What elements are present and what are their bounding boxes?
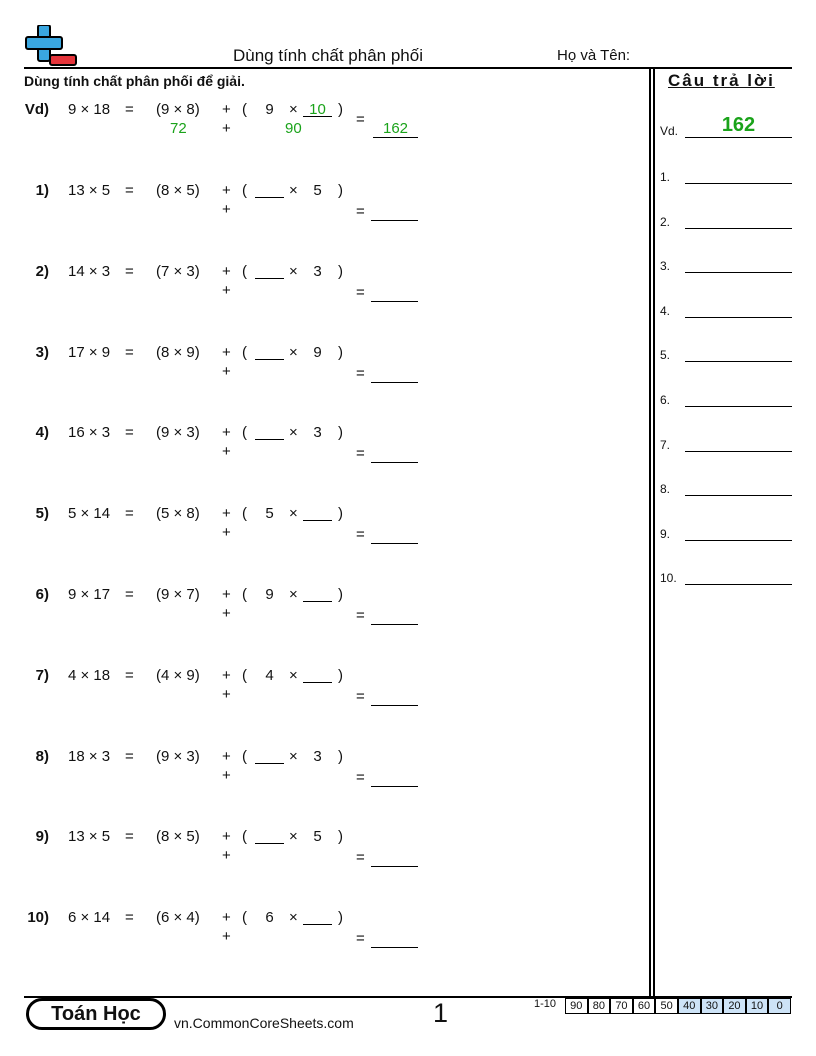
equals-sign: = xyxy=(125,909,134,927)
close-paren: ) xyxy=(338,666,343,684)
answer-key-blank xyxy=(685,183,792,184)
equals-sign: = xyxy=(356,768,365,786)
score-cell: 30 xyxy=(701,998,724,1014)
first-group: (4 × 9) xyxy=(156,666,200,684)
equals-sign: = xyxy=(356,283,365,301)
problem-label: 5) xyxy=(35,505,49,523)
plus-sign: + xyxy=(222,928,231,946)
answer-key-row xyxy=(660,476,792,496)
second-group-factor-2: 5 xyxy=(313,182,322,199)
score-cell: 80 xyxy=(588,998,611,1014)
second-group-factor-1: 6 xyxy=(265,909,274,927)
problem-expression: 16 × 3 xyxy=(68,424,111,442)
second-group-factor-1 xyxy=(255,828,284,844)
answer-key-blank xyxy=(685,406,792,407)
equals-sign: = xyxy=(356,203,365,220)
answer-key-example-value: 162 xyxy=(685,114,792,138)
plus-sign: + xyxy=(222,766,231,784)
problem-expression: 13 × 5 xyxy=(68,828,111,846)
problem-expression: 5 × 14 xyxy=(68,505,111,523)
equals-sign: = xyxy=(356,526,365,544)
problem-row xyxy=(0,182,640,242)
second-group-factor-1 xyxy=(255,424,284,440)
open-paren: ( xyxy=(242,424,247,442)
answer-key-label: 8. xyxy=(660,482,671,497)
answer-key-title: Câu trả lời xyxy=(668,71,775,90)
equals-sign: = xyxy=(125,424,134,442)
answer-key-blank xyxy=(685,495,792,496)
plus-sign: + xyxy=(222,847,231,865)
open-paren: ( xyxy=(242,262,247,280)
answer-blank xyxy=(371,786,418,787)
second-group-factor-2: 10 xyxy=(303,101,332,117)
close-paren: ) xyxy=(338,828,343,846)
score-range-label: 1-10 xyxy=(534,998,557,1010)
page-number: 1 xyxy=(433,998,449,1028)
equals-sign: = xyxy=(125,343,134,361)
first-group: (9 × 3) xyxy=(156,424,200,442)
equals-sign: = xyxy=(125,828,134,846)
problem-label: 2) xyxy=(35,262,49,280)
first-group: (9 × 3) xyxy=(156,747,200,765)
times-sign: × xyxy=(289,909,298,927)
answer-key-row xyxy=(660,209,792,229)
problem-row xyxy=(0,586,640,646)
answer-key-row xyxy=(660,387,792,407)
first-group: (7 × 3) xyxy=(156,262,200,280)
close-paren: ) xyxy=(338,182,343,199)
close-paren: ) xyxy=(338,262,343,280)
answer-blank xyxy=(371,705,418,706)
header-divider xyxy=(24,67,792,69)
example-problem xyxy=(0,101,640,161)
answer-key-label: 4. xyxy=(660,303,671,318)
page-title: Dùng tính chất phân phối xyxy=(233,46,423,65)
answer-key-label: 3. xyxy=(660,259,671,274)
brand-badge: Toán Học xyxy=(26,998,166,1030)
second-group-factor-1: 4 xyxy=(265,666,274,684)
answer-key-label: 1. xyxy=(660,170,671,184)
answer-key-row xyxy=(660,342,792,362)
answer-blank xyxy=(371,624,418,625)
plus-sign: + xyxy=(222,685,231,703)
plus-sign: + xyxy=(222,605,231,622)
site-url: vn.CommonCoreSheets.com xyxy=(174,1015,354,1031)
second-group-factor-1: 9 xyxy=(265,586,274,603)
second-group-factor-1 xyxy=(255,263,284,279)
problem-expression: 14 × 3 xyxy=(68,262,111,280)
problem-label: 4) xyxy=(35,424,49,442)
second-group-factor-2 xyxy=(303,909,332,925)
plus-sign: + xyxy=(222,281,231,299)
answer-key-blank xyxy=(685,317,792,318)
column-divider xyxy=(649,67,651,997)
open-paren: ( xyxy=(242,505,247,523)
problem-row xyxy=(0,828,640,888)
second-group-factor-1 xyxy=(255,182,284,198)
answer-blank xyxy=(371,543,418,544)
open-paren: ( xyxy=(242,828,247,846)
equals-sign: = xyxy=(356,111,365,128)
score-cell: 0 xyxy=(768,998,791,1014)
plus-sign: + xyxy=(222,182,231,199)
answer-key-blank xyxy=(685,451,792,452)
plus-sign: + xyxy=(222,362,231,380)
answer-key-row xyxy=(660,253,792,273)
times-sign: × xyxy=(289,343,298,361)
equals-sign: = xyxy=(356,849,365,867)
plus-sign: + xyxy=(222,909,231,927)
times-sign: × xyxy=(289,828,298,846)
answer-key-label: 6. xyxy=(660,393,671,407)
open-paren: ( xyxy=(242,747,247,765)
equals-sign: = xyxy=(125,586,134,603)
problem-row xyxy=(0,424,640,484)
plus-sign: + xyxy=(222,120,231,137)
equals-sign: = xyxy=(125,101,134,118)
times-sign: × xyxy=(289,101,298,118)
open-paren: ( xyxy=(242,101,247,118)
plus-sign: + xyxy=(222,586,231,603)
problem-expression: 9 × 17 xyxy=(68,586,111,603)
problem-label: Vd) xyxy=(24,101,49,118)
close-paren: ) xyxy=(338,909,343,927)
second-group-factor-2: 9 xyxy=(313,343,322,361)
times-sign: × xyxy=(289,262,298,280)
equals-sign: = xyxy=(125,182,134,199)
first-group-result: 72 xyxy=(170,120,187,137)
second-group-factor-2 xyxy=(303,667,332,683)
open-paren: ( xyxy=(242,182,247,199)
answer-blank xyxy=(371,220,418,221)
answer-key-row xyxy=(660,521,792,541)
answer-key-label: 7. xyxy=(660,437,671,452)
answer-key-blank xyxy=(685,540,792,541)
column-divider xyxy=(653,67,655,997)
equals-sign: = xyxy=(356,687,365,705)
problem-label: 10) xyxy=(27,909,49,927)
problem-row xyxy=(0,263,640,323)
equals-sign: = xyxy=(125,747,134,765)
answer-key-blank xyxy=(685,228,792,229)
answer-key-row xyxy=(660,298,792,318)
score-cell: 20 xyxy=(723,998,746,1014)
problem-row xyxy=(0,667,640,727)
times-sign: × xyxy=(289,505,298,523)
plus-sign: + xyxy=(222,666,231,684)
second-group-factor-2: 3 xyxy=(313,747,322,765)
problem-expression: 18 × 3 xyxy=(68,747,111,765)
problem-row xyxy=(0,748,640,808)
problem-expression: 13 × 5 xyxy=(68,182,111,199)
open-paren: ( xyxy=(242,586,247,603)
second-group-factor-1: 9 xyxy=(265,101,274,118)
example-answer: 162 xyxy=(373,120,418,138)
plus-sign: + xyxy=(222,343,231,361)
times-sign: × xyxy=(289,747,298,765)
plus-sign: + xyxy=(222,505,231,523)
open-paren: ( xyxy=(242,909,247,927)
close-paren: ) xyxy=(338,101,343,118)
plus-sign: + xyxy=(222,828,231,846)
second-group-factor-1 xyxy=(255,344,284,360)
second-group-factor-2: 3 xyxy=(313,424,322,442)
name-label: Họ và Tên: xyxy=(557,47,631,64)
equals-sign: = xyxy=(356,445,365,463)
equals-sign: = xyxy=(356,607,365,624)
close-paren: ) xyxy=(338,586,343,603)
times-sign: × xyxy=(289,182,298,199)
answer-key-row xyxy=(660,164,792,184)
problem-row xyxy=(0,909,640,969)
answer-key-row xyxy=(660,432,792,452)
plus-sign: + xyxy=(222,424,231,442)
first-group: (6 × 4) xyxy=(156,909,200,927)
score-cell: 50 xyxy=(655,998,678,1014)
problem-expression: 17 × 9 xyxy=(68,343,111,361)
instructions: Dùng tính chất phân phối để giải. xyxy=(24,73,245,89)
equals-sign: = xyxy=(356,364,365,382)
answer-blank xyxy=(371,382,418,383)
answer-key-blank xyxy=(685,584,792,585)
times-sign: × xyxy=(289,666,298,684)
close-paren: ) xyxy=(338,343,343,361)
answer-key-label: 9. xyxy=(660,526,671,541)
close-paren: ) xyxy=(338,747,343,765)
equals-sign: = xyxy=(125,666,134,684)
answer-key-label: 10. xyxy=(660,571,677,586)
equals-sign: = xyxy=(356,930,365,948)
answer-key-label: Vd. xyxy=(660,124,679,138)
answer-blank xyxy=(371,947,418,948)
equals-sign: = xyxy=(125,505,134,523)
open-paren: ( xyxy=(242,343,247,361)
problem-row xyxy=(0,505,640,565)
first-group: (9 × 8) xyxy=(156,101,200,118)
first-group: (5 × 8) xyxy=(156,505,200,523)
equals-sign: = xyxy=(125,262,134,280)
answer-key-label: 5. xyxy=(660,348,671,363)
plus-sign: + xyxy=(222,443,231,461)
times-sign: × xyxy=(289,586,298,603)
problem-label: 7) xyxy=(35,666,49,684)
plus-sign: + xyxy=(222,262,231,280)
problem-expression: 4 × 18 xyxy=(68,666,111,684)
answer-key-example xyxy=(660,114,792,138)
second-group-factor-2: 5 xyxy=(313,828,322,846)
answer-key-label: 2. xyxy=(660,214,671,229)
answer-key-row xyxy=(660,565,792,585)
second-group-factor-1: 5 xyxy=(265,505,274,523)
problem-label: 1) xyxy=(35,182,49,199)
score-cell: 90 xyxy=(565,998,588,1014)
problem-label: 3) xyxy=(35,343,49,361)
plus-sign: + xyxy=(222,101,231,118)
score-cell: 40 xyxy=(678,998,701,1014)
close-paren: ) xyxy=(338,505,343,523)
first-group: (8 × 5) xyxy=(156,182,200,199)
score-cell: 60 xyxy=(633,998,656,1014)
second-group-factor-2: 3 xyxy=(313,262,322,280)
second-group-factor-1 xyxy=(255,748,284,764)
plus-sign: + xyxy=(222,747,231,765)
problem-expression: 9 × 18 xyxy=(68,101,111,118)
score-cell: 10 xyxy=(746,998,769,1014)
plus-sign: + xyxy=(222,201,231,218)
open-paren: ( xyxy=(242,666,247,684)
plus-sign: + xyxy=(222,524,231,542)
answer-key-blank xyxy=(685,361,792,362)
answer-blank xyxy=(371,866,418,867)
problem-label: 6) xyxy=(35,586,49,603)
problem-label: 9) xyxy=(35,828,49,846)
score-cell: 70 xyxy=(610,998,633,1014)
first-group: (8 × 5) xyxy=(156,828,200,846)
problem-row xyxy=(0,344,640,404)
second-group-factor-2 xyxy=(303,505,332,521)
times-sign: × xyxy=(289,424,298,442)
second-group-result: 90 xyxy=(285,120,302,137)
second-group-factor-2 xyxy=(303,586,332,602)
first-group: (9 × 7) xyxy=(156,586,200,603)
answer-key-blank xyxy=(685,272,792,273)
problem-label: 8) xyxy=(35,747,49,765)
problem-expression: 6 × 14 xyxy=(68,909,111,927)
close-paren: ) xyxy=(338,424,343,442)
answer-blank xyxy=(371,462,418,463)
answer-blank xyxy=(371,301,418,302)
first-group: (8 × 9) xyxy=(156,343,200,361)
